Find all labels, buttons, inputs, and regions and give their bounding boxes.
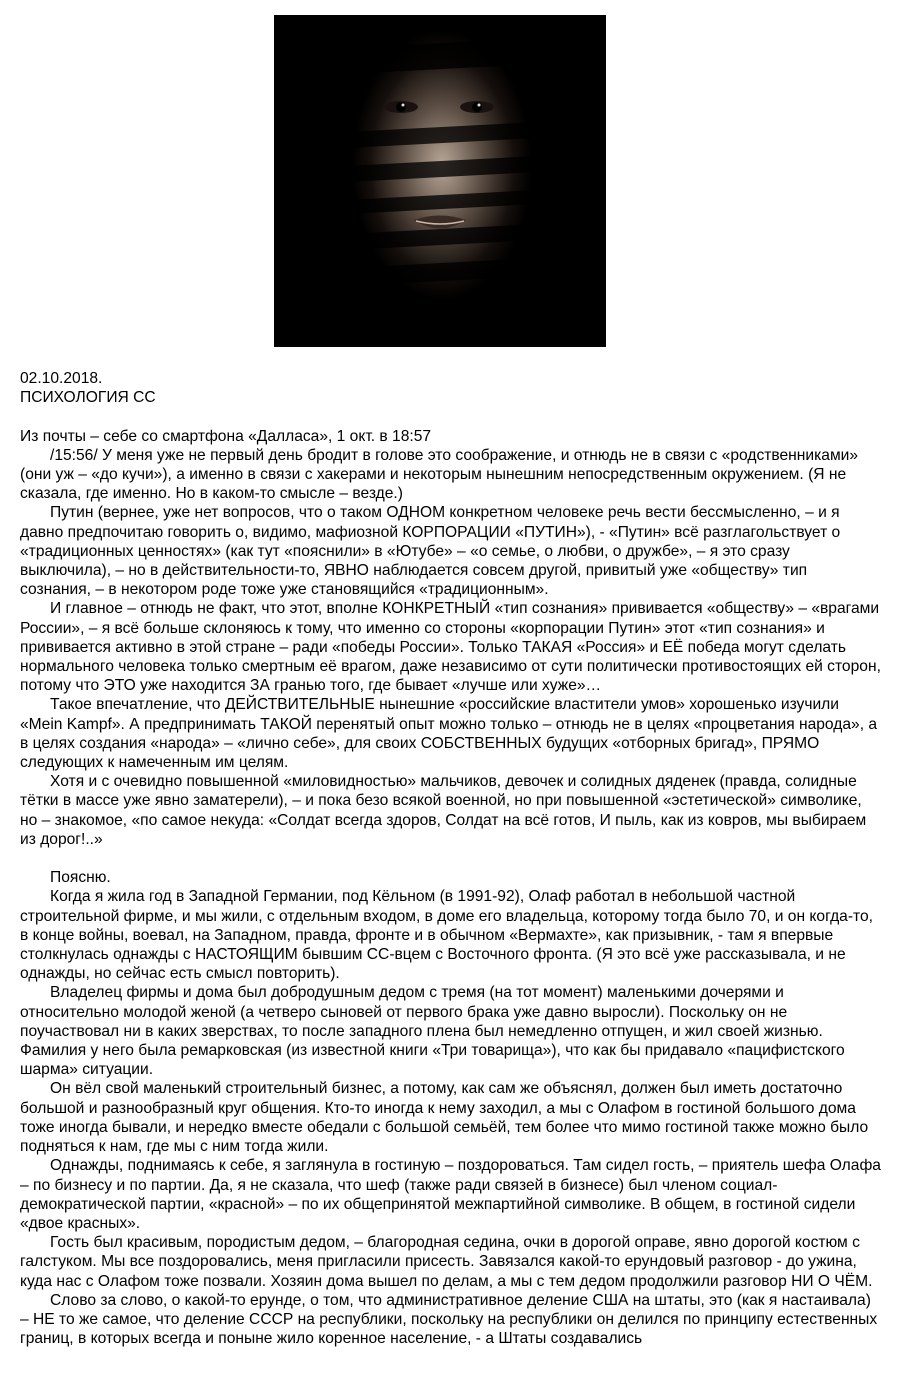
paragraph-11: Гость был красивым, породистым дедом, – благородная седина, очки в дорогой оправе, явно дорогой костюм с галстуком. Мы все поздоровались, меня пригласили присесть. Завязался какой-то ерундовый разговор - до ужина, куда нас с Олафом тоже позвали. Хозяин дома вышел по делам, а мы с тем дедом продолжили разговор НИ О ЧЁМ. (20, 1234, 873, 1290)
article-body (20, 369, 882, 1348)
paragraph-3: И главное – отнюдь не факт, что этот, вполне КОНКРЕТНЫЙ «тип сознания» прививается «обществу» – «врагами России», – я всё больше склоняюсь к тому, что именно со стороны «корпорации Путин» этот «тип сознания» и прививается активно в этой стране – ради «победы России». Только ТАКАЯ «Россия» и ЕЁ победа могут сделать нормального человека только смертным её врагом, даже независимо от сути политически противостоящих ей сторон, потому что ЭТО уже находится ЗА гранью того, где бывает «лучше или хуже»… (20, 600, 881, 695)
woman-face-shadow-image (274, 15, 606, 347)
paragraph-12: Слово за слово, о какой-то ерунде, о том, что административное деление США на штаты, это (как я настаивала) – НЕ то же самое, что деление СССР на республики, поскольку на республики он делился по принципу естественных границ, в которых всегда и поныне жило коренное население, - а Штаты создавались (20, 1291, 878, 1348)
paragraph-6: Поясню. (50, 869, 111, 887)
paragraph-1: /15:56/ У меня уже не первый день бродит в голове это соображение, и отнюдь не в связи с «родственниками» (они уж – «до кучи»), а именно в связи с хакерами и некоторым нынешним непосредственным окружением. (Я не сказала, где именно. Но в каком-то смысле – везде.) (20, 446, 859, 503)
paragraph-9: Он вёл свой маленький строительный бизнес, а потому, как сам же объяснял, должен был иметь достаточно большой и разнообразный круг общения. Кто-то иногда к нему заходил, а мы с Олафом в гостиной большого дома тоже иногда бывали, и нередко вместе обедали с большой семьёй, тем более что мимо гостиной также можно было подняться к нам, где мы с ним тогда жили. (20, 1080, 869, 1156)
portrait-photo (274, 15, 606, 347)
spacer (20, 849, 882, 868)
post-title: ПСИХОЛОГИЯ СС (20, 389, 156, 407)
paragraph-7: Когда я жила год в Западной Германии, под Кёльном (в 1991-92), Олаф работал в небольшой частной строительной фирме, и мы жили, с отдельным входом, в доме его владельца, которому тогда было 70, и он когда-то, в конце войны, воевал, на Западном, правда, фронте и в обычном «Вермахте», как призывник, - там я впервые столкнулась однажды с НАСТОЯЩИМ бывшим СС-вцем с Восточного фронта. (Я это всё уже рассказывала, и не однажды, но сейчас есть смысл повторить). (20, 888, 874, 983)
post-date: 02.10.2018. (20, 370, 103, 387)
paragraph-5: Хотя и с очевидно повышенной «миловидностью» мальчиков, девочек и солидных дяденек (правда, солидные тётки в массе уже явно заматерели), – и пока безо всякой военной, но при повышенной «эстетической» символике, но – знакомое, «по самое некуда: «Солдат всегда здоров, Солдат на всё готов, И пыль, как из ковров, мы выбираем из дорог!..» (20, 773, 867, 848)
paragraph-2: Путин (вернее, уже нет вопросов, что о таком ОДНОМ конкретном человеке речь вести бессмысленно, – и я давно предпочитаю говорить о, видимо, мафиозной КОРПОРАЦИИ «ПУТИН»), - «Путин» всё разглагольствует о «традиционных ценностях» (как тут «пояснили» в «Ютубе» – «о семье, о любви, о дружбе», – я это сразу выключила), – но в действительности-то, ЯВНО наблюдается совсем другой, привитый уже «обществу» тип сознания, – в некотором роде тоже уже становящийся «традиционным». (20, 504, 841, 599)
spacer (20, 407, 882, 426)
paragraph-10: Однажды, поднимаясь к себе, я заглянула в гостиную – поздороваться. Там сидел гость, – приятель шефа Олафа – по бизнесу и по партии. Да, я не сказала, что шеф (также ради связей в бизнесе) был членом социал-демократической партии, «красной» – по их общепринятой межпартийной символике. В общем, в гостиной сидели «двое красных». (20, 1157, 881, 1232)
source-line: Из почты – себе со смартфона «Далласа», 1 окт. в 18:57 (20, 427, 432, 445)
paragraph-4: Такое впечатление, что ДЕЙСТВИТЕЛЬНЫЕ нынешние «российские властители умов» хорошенько изучили «Mein Kampf». А предпринимать ТАКОЙ перенятый опыт можно только – отнюдь не в целях «процветания народа», а в целях создания «народа» – «лично себе», для своих СОБСТВЕННЫХ будущих «отборных бригад», ПРЯМО следующих к намеченным им целям. (20, 696, 878, 772)
paragraph-8: Владелец фирмы и дома был добродушным дедом с тремя (на тот момент) маленькими дочерями и относительно молодой женой (а четверо сыновей от первого брака уже давно выросли). Поскольку он не поучаствовал ни в каких зверствах, то после западного плена был немедленно отпущен, и жил своей жизнью. Фамилия у него была ремарковская (из известной книги «Три товарища»), что как бы придавало «пацифистского шарма» ситуации. (20, 984, 845, 1079)
